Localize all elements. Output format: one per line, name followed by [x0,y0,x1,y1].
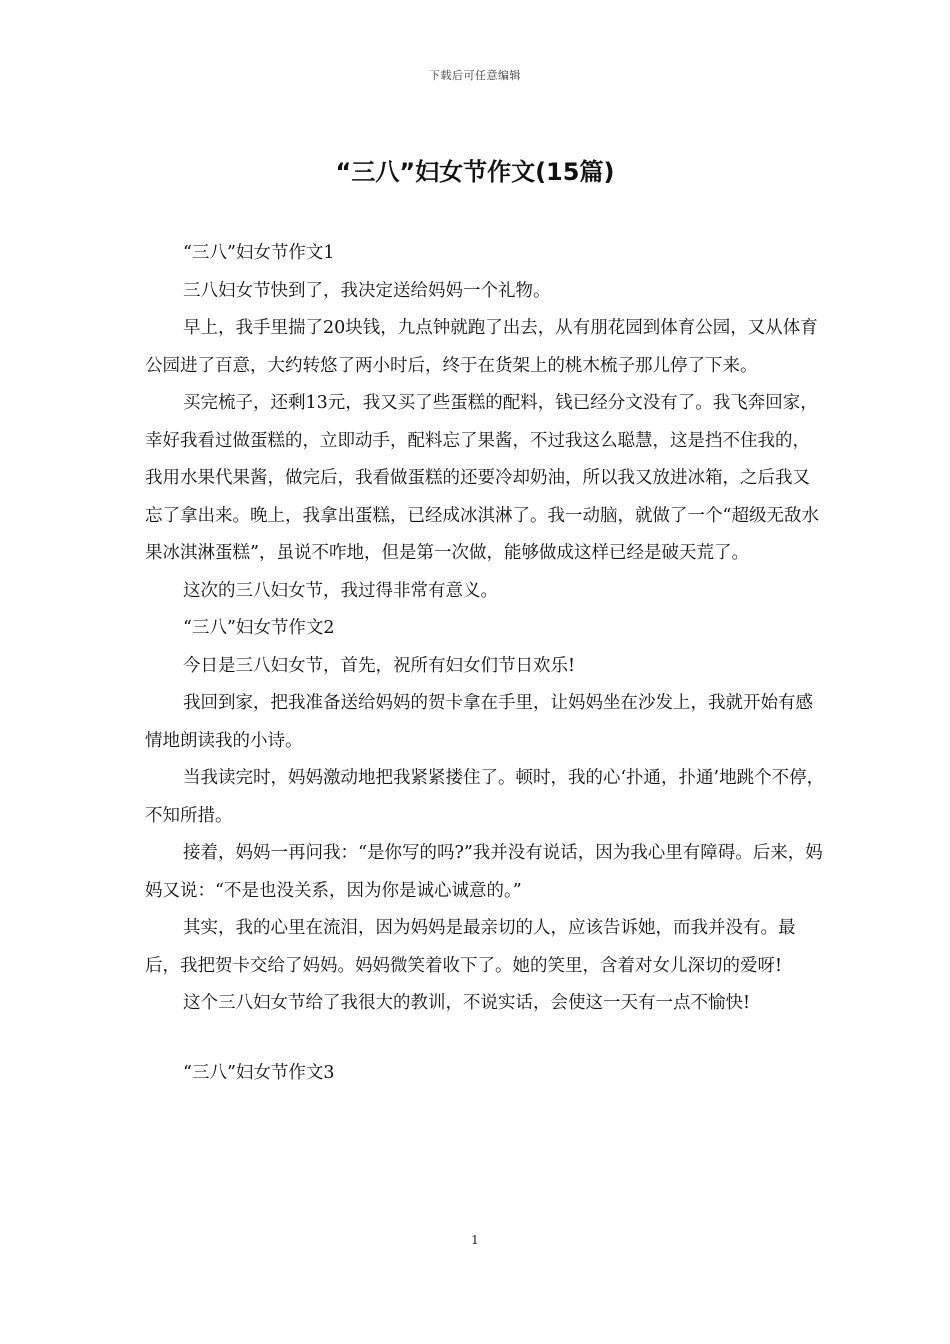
paragraph: 接着，妈妈一再问我：“是你写的吗?”我并没有说话，因为我心里有障碍。后来，妈妈又说：“不是也没关系，因为你是诚心诚意的。” [145,843,823,901]
paragraph: 这次的三八妇女节，我过得非常有意义。 [183,580,498,601]
document-body [145,235,825,1092]
paragraph: 当我读完时，妈妈激动地把我紧紧搂住了。顿时，我的心‘扑通，扑通’地跳个不停，不知所措。 [145,768,825,826]
paragraph: 买完梳子，还剩13元，我又买了些蛋糕的配料，钱已经分文没有了。我飞奔回家，幸好我看过做蛋糕的，立即动手，配料忘了果酱，不过我这么聪慧，这是挡不住我的，我用水果代果酱，做完后，我看做蛋糕的还要冷却奶油，所以我又放进冰箱，之后我又忘了拿出来。晚上，我拿出蛋糕，已经成冰淇淋了。我一动脑，就做了一个“超级无敌水果冰淇淋蛋糕”，虽说不咋地，但是第一次做，能够做成这样已经是破天荒了。 [145,393,819,563]
paragraph: 这个三八妇女节给了我很大的教训，不说实话，会使这一天有一点不愉快! [183,993,751,1013]
essay-heading: “三八”妇女节作文2 [183,618,335,638]
page-number: 1 [471,1233,479,1247]
paragraph: 今日是三八妇女节，首先，祝所有妇女们节日欢乐! [183,655,576,676]
page-header: 下载后可任意编辑 [429,69,521,82]
essay-heading: “三八”妇女节作文3 [183,1062,335,1083]
essay-heading: “三八”妇女节作文1 [183,243,335,263]
paragraph: 早上，我手里揣了20块钱，九点钟就跑了出去，从有朋花园到体育公园，又从体育公园进了百意，大约转悠了两小时后，终于在货架上的桃木梳子那儿停了下来。 [145,318,818,376]
document-title: “三八”妇女节作文(15篇) [335,158,615,186]
paragraph: 我回到家，把我准备送给妈妈的贺卡拿在手里，让妈妈坐在沙发上，我就开始有感情地朗读我的小诗。 [145,693,813,751]
paragraph: 三八妇女节快到了，我决定送给妈妈一个礼物。 [183,280,551,301]
paragraph: 其实，我的心里在流泪，因为妈妈是最亲切的人，应该告诉她，而我并没有。最后，我把贺卡交给了妈妈。妈妈微笑着收下了。她的笑里，含着对女儿深切的爱呀! [145,918,796,976]
